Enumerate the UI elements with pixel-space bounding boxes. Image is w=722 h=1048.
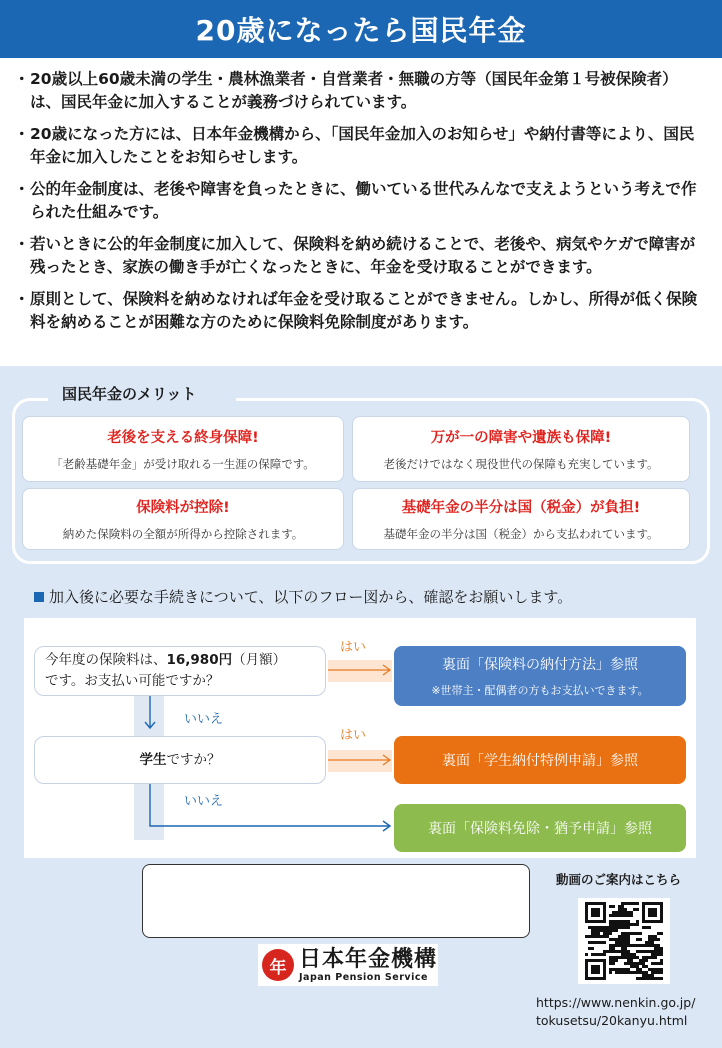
intro-text: 若いときに公的年金制度に加入して、保険料を納め続けることで、老後や、病気やケガで障害が残ったとき、家族の働き手が亡くなったときに、年金を受け取ることができます。 [30,235,696,276]
url-line2: tokusetsu/20kanyu.html [536,1013,688,1028]
intro-text: 公的年金制度は、老後や障害を負ったときに、働いている世代みんなで支えようという考えで作られた仕組みです。 [30,180,697,221]
bullet: ・ [14,235,30,253]
flow-note [34,586,572,607]
merit-desc: 基礎年金の半分は国（税金）から支払われています。 [383,527,659,541]
merit-desc: 「老齢基礎年金」が受け取れる一生涯の保障です。 [51,457,315,471]
answer-exemption [394,804,686,852]
yes-label: はい [340,728,367,743]
merit-heading: 万が一の障害や遺族も保障! [430,430,612,446]
merits-label: 国民年金のメリット [48,378,236,408]
intro-text: 20歳以上60歳未満の学生・農林漁業者・自営業者・無職の方等（国民年金第１号被保険者）は、国民年金に加入することが義務づけられています。 [30,70,678,111]
url[interactable] [536,994,716,1030]
bullet: ・ [14,125,30,143]
question-2 [34,736,326,784]
bullet: ・ [14,290,30,308]
merit-card [22,488,344,550]
arrow-elbow-icon [142,784,396,834]
answer-2-text: 裏面「学生納付特例申請」参照 [442,753,638,769]
answer-3-text: 裏面「保険料免除・猶予申請」参照 [428,821,652,837]
merit-desc: 納めた保険料の全額が所得から控除されます。 [62,527,304,541]
merit-card [22,416,344,482]
logo-en: Japan Pension Service [299,971,428,983]
arrow-right-icon [328,754,394,766]
merit-desc: 老後だけではなく現役世代の保障も充実しています。 [383,457,659,471]
question-1 [34,646,326,696]
intro-section [0,58,722,366]
no-label: いいえ [184,712,224,727]
intro-item [14,178,704,224]
yes-label: はい [340,640,367,655]
arrow-right-icon [328,664,394,676]
merit-card [352,416,690,482]
merit-heading: 基礎年金の半分は国（税金）が負担! [401,500,641,516]
intro-item [14,123,704,169]
url-line1: https://www.nenkin.go.jp/ [536,995,696,1010]
q1-amount: 16,980円 [166,652,233,668]
q2-strong: 学生 [139,751,167,768]
answer-1-subtext: ※世帯主・配偶者の方もお支払いできます。 [431,684,649,697]
no-label: いいえ [184,794,224,809]
intro-item [14,233,704,279]
question-1-line1 [45,650,315,671]
blank-box [142,864,530,938]
answer-1-text: 裏面「保険料の納付方法」参照 [442,657,638,673]
logo-jp: 日本年金機構 [299,946,438,972]
question-1-line2: です。お支払い可能ですか？ [45,673,220,689]
q1-post: （月額） [232,652,287,668]
bullet: ・ [14,180,30,198]
qr-code[interactable] [578,898,670,984]
intro-text: 20歳になった方には、日本年金機構から、「国民年金加入のお知らせ」や納付書等により、国民年金に加入したことをお知らせします。 [30,125,695,166]
answer-payment-method [394,646,686,706]
merit-heading: 老後を支える終身保障! [107,430,259,446]
answer-student-special [394,736,686,784]
jps-logo [258,944,438,986]
merit-card [352,488,690,550]
qr-code-icon [585,902,663,980]
q1-pre: 今年度の保険料は、 [45,652,167,668]
intro-text: 原則として、保険料を納めなければ年金を受け取ることができません。しかし、所得が低く保険料を納めることが困難な方のために保険料免除制度があります。 [30,290,698,331]
video-title: 動画のご案内はこちら [556,872,682,887]
q2-rest: ですか？ [166,751,221,768]
arrow-down-icon [142,696,158,732]
page-title: 20歳になったら国民年金 [0,0,722,58]
merit-heading: 保険料が控除! [136,500,230,516]
intro-item [14,68,704,114]
flow-note-text: 加入後に必要な手続きについて、以下のフロー図から、確認をお願いします。 [49,588,573,606]
bullet: ・ [14,70,30,88]
intro-item [14,288,704,334]
jps-mark-icon: 年 [262,949,294,981]
square-bullet-icon [34,592,44,602]
